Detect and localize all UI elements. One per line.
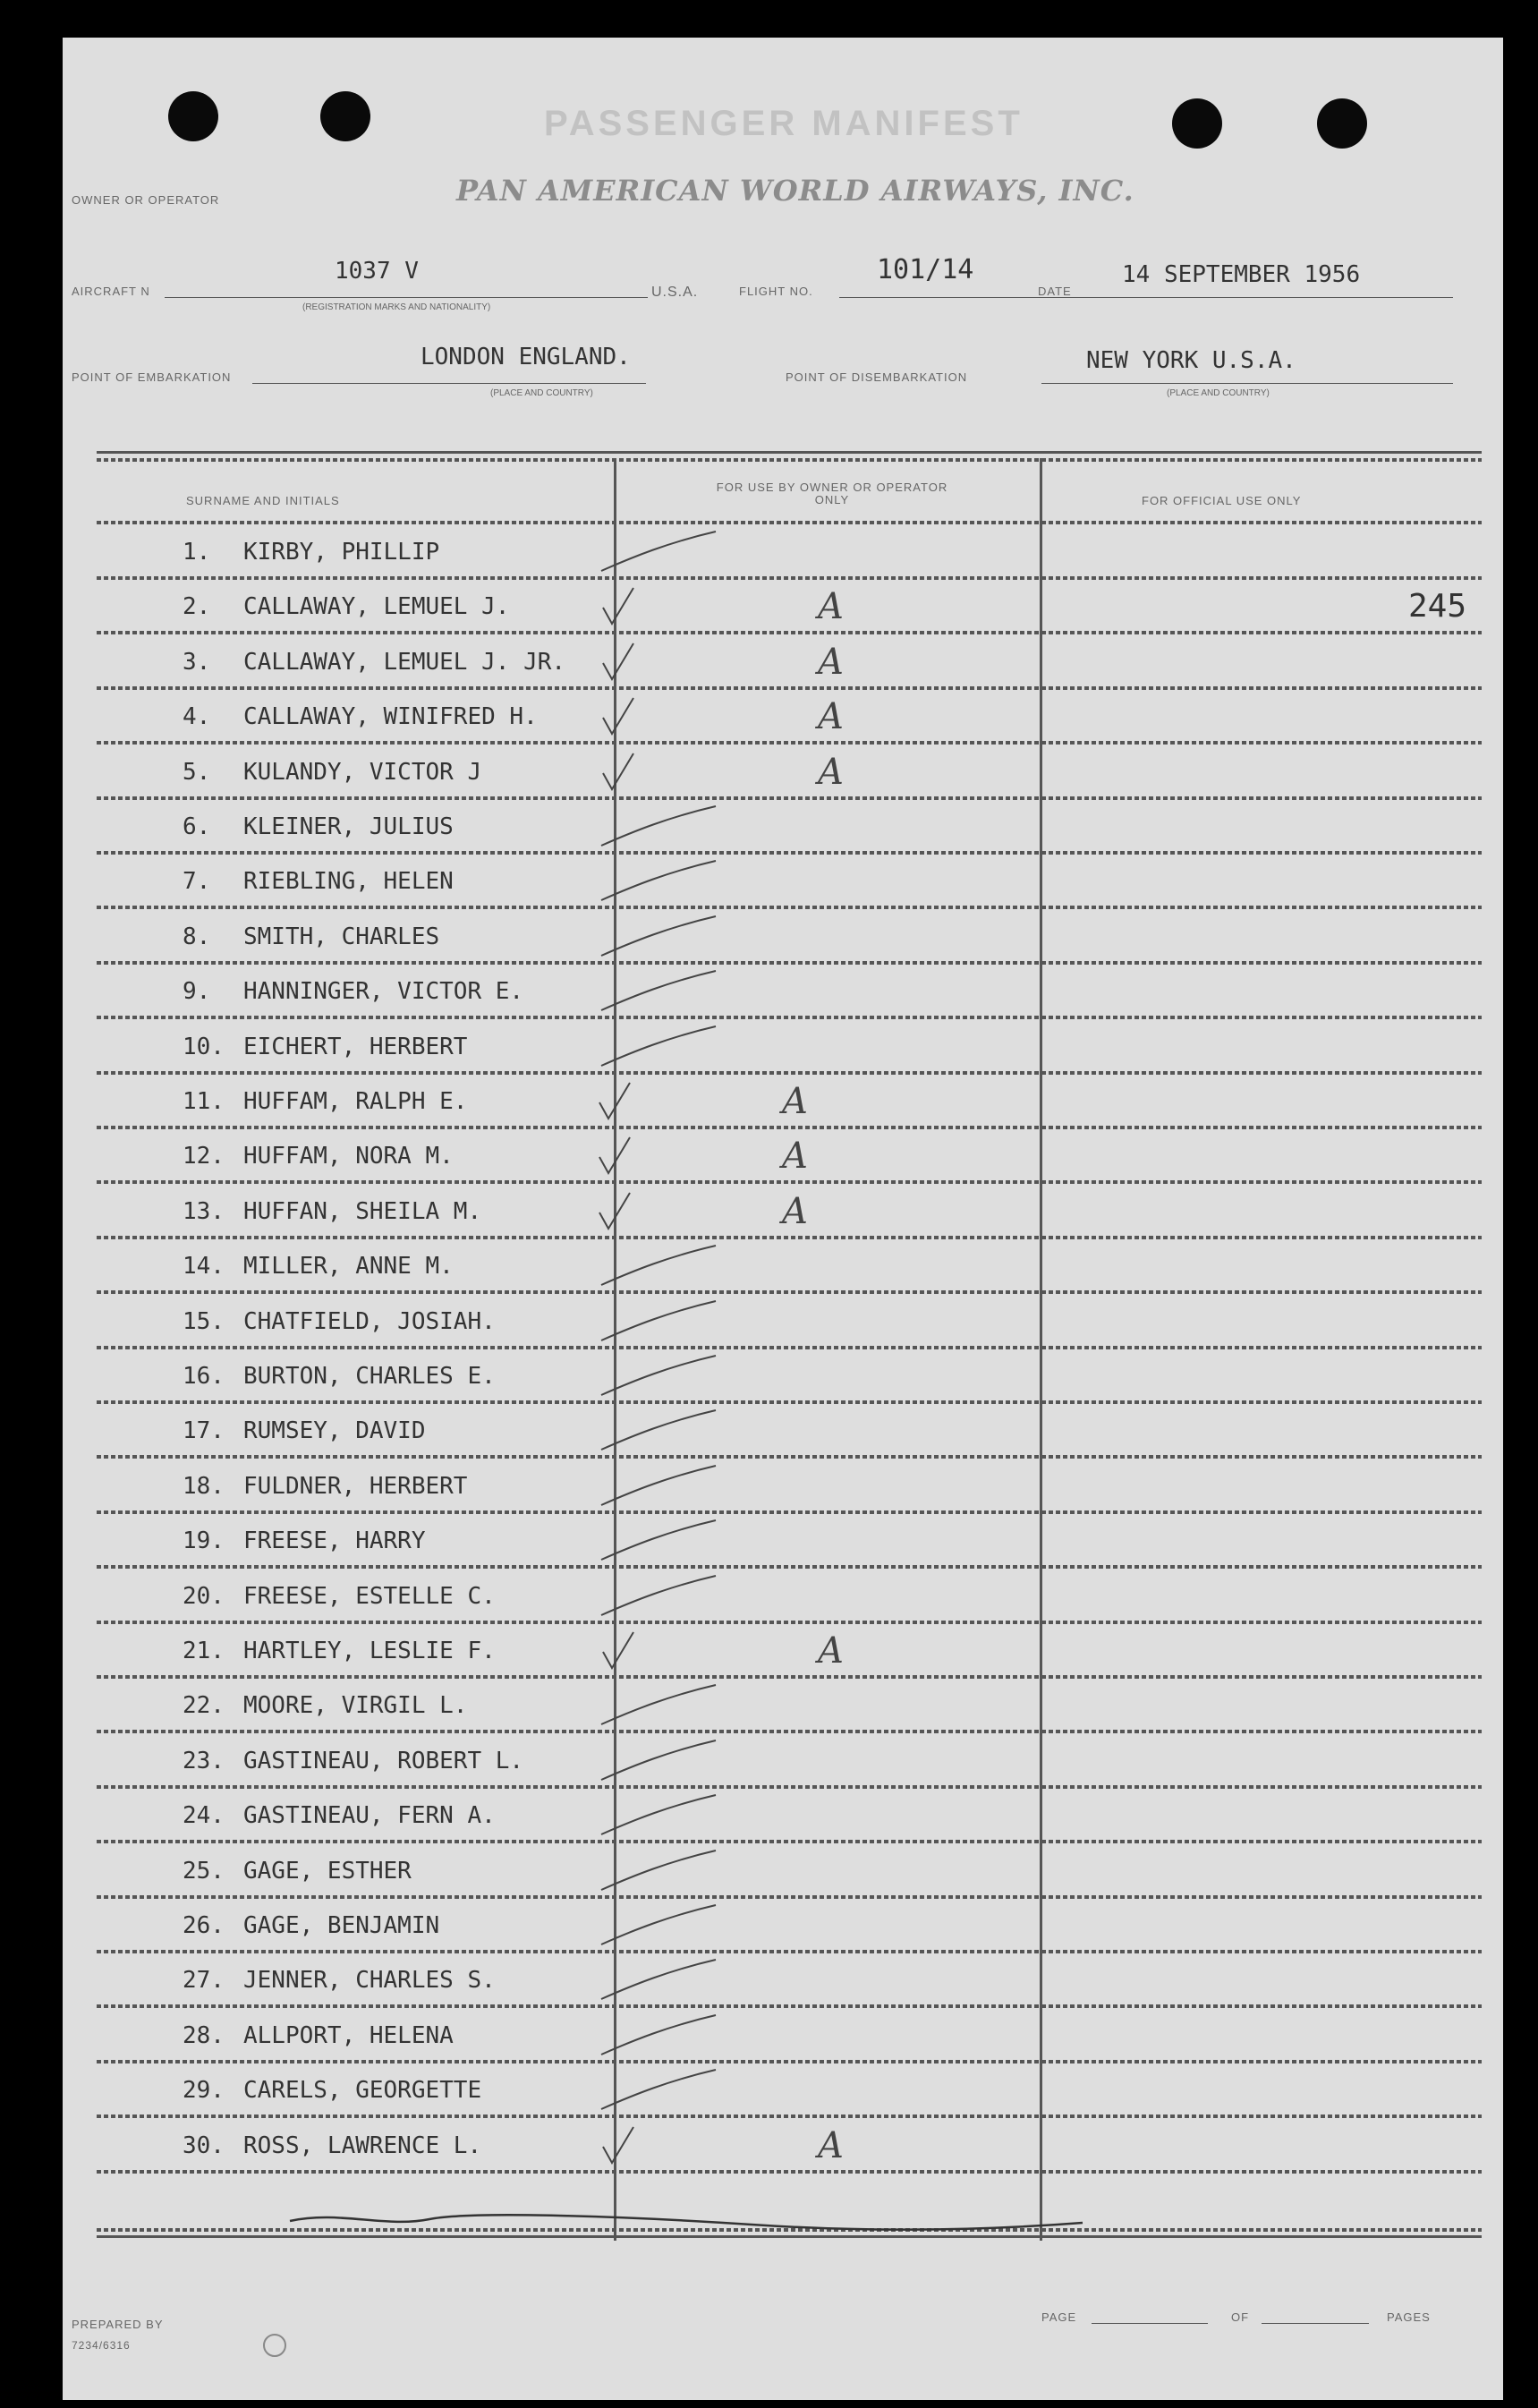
passenger-number: 18. bbox=[183, 1472, 225, 1500]
table-row bbox=[97, 854, 1482, 909]
passenger-name: CALLAWAY, LEMUEL J. bbox=[243, 593, 510, 621]
check-stroke bbox=[598, 859, 723, 904]
passenger-name: HUFFAN, SHEILA M. bbox=[243, 1197, 482, 1225]
date-value: 14 SEPTEMBER 1956 bbox=[1122, 261, 1361, 288]
embarkation-underline bbox=[252, 383, 646, 384]
aircraft-value: 1037 V bbox=[335, 258, 419, 285]
passenger-name: CALLAWAY, WINIFRED H. bbox=[243, 703, 538, 731]
check-stroke bbox=[598, 1025, 723, 1069]
embarkation-label: POINT OF EMBARKATION bbox=[72, 370, 232, 384]
check-stroke bbox=[598, 2068, 723, 2113]
check-stroke bbox=[594, 1189, 719, 1234]
check-stroke bbox=[598, 1903, 723, 1948]
passenger-name: FREESE, HARRY bbox=[243, 1527, 426, 1555]
of-label: OF bbox=[1231, 2310, 1250, 2324]
passenger-number: 27. bbox=[183, 1967, 225, 1995]
manifest-page bbox=[63, 38, 1503, 2400]
check-stroke bbox=[598, 1739, 723, 1783]
category-mark: A bbox=[782, 1190, 808, 1232]
passenger-number: 22. bbox=[183, 1692, 225, 1720]
strike-line bbox=[286, 2201, 1092, 2237]
passenger-number: 24. bbox=[183, 1802, 225, 1830]
passenger-name: RUMSEY, DAVID bbox=[243, 1417, 426, 1445]
table-row bbox=[97, 1019, 1482, 1075]
table-row bbox=[97, 1953, 1482, 2008]
table-row bbox=[97, 745, 1482, 800]
passenger-number: 1. bbox=[183, 539, 211, 566]
pages-label: PAGES bbox=[1387, 2310, 1431, 2324]
punch-hole bbox=[1172, 98, 1222, 149]
table-row bbox=[97, 1898, 1482, 1953]
form-number: 7234/6316 bbox=[72, 2339, 131, 2352]
passenger-name: GAGE, BENJAMIN bbox=[243, 1912, 440, 1939]
table-row bbox=[97, 1349, 1482, 1404]
table-row bbox=[97, 2063, 1482, 2118]
union-label-icon bbox=[263, 2334, 286, 2357]
passenger-name: HUFFAM, NORA M. bbox=[243, 1143, 454, 1170]
check-stroke bbox=[598, 640, 723, 685]
passenger-name: GASTINEAU, ROBERT L. bbox=[243, 1747, 524, 1774]
date-underline bbox=[1077, 297, 1453, 298]
check-stroke bbox=[594, 1079, 719, 1124]
disembarkation-underline bbox=[1041, 383, 1453, 384]
flight-label: FLIGHT NO. bbox=[739, 285, 813, 298]
passenger-name: CARELS, GEORGETTE bbox=[243, 2077, 482, 2105]
embarkation-caption: (PLACE AND COUNTRY) bbox=[490, 388, 593, 398]
owner-value: PAN AMERICAN WORLD AIRWAYS, INC. bbox=[456, 174, 1134, 208]
check-stroke bbox=[598, 1629, 723, 1673]
aircraft-underline bbox=[165, 297, 648, 298]
punch-hole bbox=[320, 91, 370, 141]
passenger-number: 11. bbox=[183, 1088, 225, 1115]
passenger-name: HANNINGER, VICTOR E. bbox=[243, 978, 524, 1006]
table-row bbox=[97, 2118, 1482, 2174]
passenger-number: 16. bbox=[183, 1363, 225, 1390]
check-stroke bbox=[598, 915, 723, 959]
check-stroke bbox=[598, 969, 723, 1014]
table-row bbox=[97, 1678, 1482, 1733]
check-stroke bbox=[598, 1244, 723, 1289]
passenger-number: 6. bbox=[183, 813, 211, 840]
passenger-number: 7. bbox=[183, 868, 211, 896]
table-top-rule bbox=[97, 458, 1482, 462]
passenger-name: KLEINER, JULIUS bbox=[243, 813, 454, 840]
date-label: DATE bbox=[1038, 285, 1072, 298]
disembarkation-caption: (PLACE AND COUNTRY) bbox=[1167, 388, 1270, 398]
passenger-number: 30. bbox=[183, 2131, 225, 2159]
table-row bbox=[97, 1623, 1482, 1679]
page-underline bbox=[1092, 2323, 1208, 2324]
passenger-name: ALLPORT, HELENA bbox=[243, 2021, 454, 2049]
embarkation-value: LONDON ENGLAND. bbox=[421, 344, 631, 370]
check-stroke bbox=[598, 1354, 723, 1399]
table-row bbox=[97, 1459, 1482, 1514]
check-stroke bbox=[598, 804, 723, 849]
table-top-rule bbox=[97, 451, 1482, 454]
row-rule bbox=[97, 2170, 1482, 2174]
passenger-number: 8. bbox=[183, 923, 211, 950]
table-row bbox=[97, 689, 1482, 745]
passenger-number: 21. bbox=[183, 1638, 225, 1664]
passenger-number: 28. bbox=[183, 2021, 225, 2049]
check-stroke bbox=[598, 1519, 723, 1563]
passenger-number: 4. bbox=[183, 703, 211, 731]
passenger-name: SMITH, CHARLES bbox=[243, 923, 440, 950]
passenger-name: ROSS, LAWRENCE L. bbox=[243, 2131, 482, 2159]
passenger-number: 15. bbox=[183, 1307, 225, 1335]
passenger-number: 23. bbox=[183, 1747, 225, 1774]
category-mark: A bbox=[818, 696, 844, 738]
passenger-number: 17. bbox=[183, 1417, 225, 1445]
category-mark: A bbox=[782, 1136, 808, 1178]
check-stroke bbox=[598, 1793, 723, 1838]
check-stroke bbox=[598, 1849, 723, 1893]
category-mark: A bbox=[818, 586, 844, 628]
table-row bbox=[97, 964, 1482, 1019]
col-header-official: FOR OFFICIAL USE ONLY bbox=[1142, 494, 1302, 507]
table-row bbox=[97, 1238, 1482, 1294]
table-row bbox=[97, 1074, 1482, 1129]
table-row bbox=[97, 579, 1482, 634]
passenger-name: MILLER, ANNE M. bbox=[243, 1253, 454, 1281]
table-row bbox=[97, 524, 1482, 580]
passenger-name: EICHERT, HERBERT bbox=[243, 1033, 468, 1060]
passenger-number: 5. bbox=[183, 758, 211, 786]
table-row bbox=[97, 1788, 1482, 1843]
passenger-name: HUFFAM, RALPH E. bbox=[243, 1088, 468, 1115]
passenger-number: 13. bbox=[183, 1197, 225, 1225]
disembarkation-value: NEW YORK U.S.A. bbox=[1086, 347, 1296, 374]
passenger-number: 12. bbox=[183, 1143, 225, 1170]
punch-hole bbox=[168, 91, 218, 141]
category-mark: A bbox=[818, 1630, 844, 1672]
table-row bbox=[97, 1403, 1482, 1459]
table-row bbox=[97, 2008, 1482, 2063]
passenger-name: FULDNER, HERBERT bbox=[243, 1472, 468, 1500]
check-stroke bbox=[594, 1134, 719, 1178]
check-stroke bbox=[598, 530, 723, 574]
col-header-name: SURNAME AND INITIALS bbox=[186, 494, 340, 507]
official-use-value: 245 bbox=[1408, 588, 1467, 625]
table-row bbox=[97, 1184, 1482, 1239]
passenger-number: 26. bbox=[183, 1912, 225, 1939]
check-stroke bbox=[598, 1299, 723, 1344]
passenger-name: KIRBY, PHILLIP bbox=[243, 539, 440, 566]
passenger-name: GASTINEAU, FERN A. bbox=[243, 1802, 496, 1830]
passenger-number: 10. bbox=[183, 1033, 225, 1060]
check-stroke bbox=[598, 1408, 723, 1453]
passenger-name: RIEBLING, HELEN bbox=[243, 868, 454, 896]
passenger-number: 25. bbox=[183, 1857, 225, 1885]
table-row bbox=[97, 799, 1482, 855]
punch-hole bbox=[1317, 98, 1367, 149]
table-row bbox=[97, 634, 1482, 690]
check-stroke bbox=[598, 694, 723, 739]
passenger-name: FREESE, ESTELLE C. bbox=[243, 1582, 496, 1610]
check-stroke bbox=[598, 2013, 723, 2058]
category-mark: A bbox=[818, 751, 844, 793]
passenger-number: 19. bbox=[183, 1527, 225, 1555]
category-mark: A bbox=[818, 2124, 844, 2166]
category-mark: A bbox=[782, 1081, 808, 1122]
col-header-owner: FOR USE BY OWNER OR OPERATOR ONLY bbox=[716, 481, 948, 506]
passenger-number: 14. bbox=[183, 1253, 225, 1281]
passenger-number: 20. bbox=[183, 1582, 225, 1610]
aircraft-label: AIRCRAFT N bbox=[72, 285, 150, 298]
check-stroke bbox=[598, 2123, 723, 2168]
passenger-name: KULANDY, VICTOR J bbox=[243, 758, 482, 786]
table-row bbox=[97, 1843, 1482, 1899]
table-row bbox=[97, 1513, 1482, 1569]
owner-label: OWNER OR OPERATOR bbox=[72, 193, 220, 207]
passenger-name: CHATFIELD, JOSIAH. bbox=[243, 1307, 496, 1335]
table-row bbox=[97, 1294, 1482, 1349]
category-mark: A bbox=[818, 641, 844, 683]
check-stroke bbox=[598, 1683, 723, 1728]
aircraft-caption: (REGISTRATION MARKS AND NATIONALITY) bbox=[302, 302, 491, 312]
table-row bbox=[97, 1733, 1482, 1789]
passenger-name: HARTLEY, LESLIE F. bbox=[243, 1638, 496, 1664]
passenger-name: GAGE, ESTHER bbox=[243, 1857, 412, 1885]
check-stroke bbox=[598, 1464, 723, 1509]
form-title: PASSENGER MANIFEST bbox=[544, 104, 1024, 143]
passenger-number: 3. bbox=[183, 648, 211, 676]
passenger-name: MOORE, VIRGIL L. bbox=[243, 1692, 468, 1720]
page-label: PAGE bbox=[1041, 2310, 1077, 2324]
check-stroke bbox=[598, 584, 723, 629]
of-underline bbox=[1262, 2323, 1369, 2324]
flight-value: 101/14 bbox=[877, 254, 974, 285]
nationality: U.S.A. bbox=[651, 285, 699, 300]
passenger-number: 9. bbox=[183, 978, 211, 1006]
check-stroke bbox=[598, 1958, 723, 2003]
table-row bbox=[97, 1569, 1482, 1624]
check-stroke bbox=[598, 750, 723, 795]
check-stroke bbox=[598, 1574, 723, 1619]
passenger-name: CALLAWAY, LEMUEL J. JR. bbox=[243, 648, 566, 676]
disembarkation-label: POINT OF DISEMBARKATION bbox=[786, 370, 968, 384]
passenger-number: 2. bbox=[183, 593, 211, 621]
passenger-name: JENNER, CHARLES S. bbox=[243, 1967, 496, 1995]
prepared-by-label: PREPARED BY bbox=[72, 2318, 164, 2331]
table-row bbox=[97, 909, 1482, 965]
passenger-name: BURTON, CHARLES E. bbox=[243, 1363, 496, 1390]
passenger-number: 29. bbox=[183, 2077, 225, 2105]
table-row bbox=[97, 1128, 1482, 1184]
